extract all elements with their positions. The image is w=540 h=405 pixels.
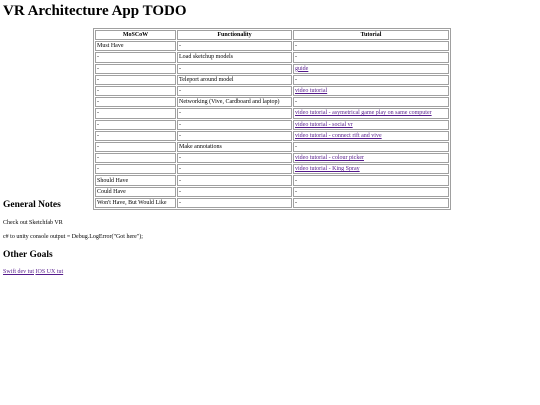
- cell-functionality: -: [177, 164, 292, 174]
- cell-moscow: -: [95, 164, 176, 174]
- cell-tutorial: -: [293, 175, 449, 185]
- note-line: c# to unity console output = Debug.LogError("Got here");: [3, 234, 143, 240]
- cell-tutorial: -: [293, 52, 449, 62]
- cell-functionality: -: [177, 108, 292, 118]
- cell-functionality: -: [177, 120, 292, 130]
- swift-dev-tut-link[interactable]: Swift dev tut: [3, 269, 34, 275]
- note-line: Check out Sketchfab VR: [3, 220, 63, 226]
- ios-ux-tut-link[interactable]: IOS UX tut: [35, 269, 64, 275]
- cell-moscow: -: [95, 153, 176, 163]
- table-body: [95, 41, 449, 208]
- column-header-moscow: MoSCoW: [95, 30, 176, 40]
- cell-moscow: Should Have: [95, 175, 176, 185]
- cell-tutorial: -: [293, 97, 449, 107]
- table-row: [95, 120, 449, 130]
- table-row: [95, 97, 449, 107]
- table-row: [95, 64, 449, 74]
- tutorial-link[interactable]: guide: [295, 65, 309, 72]
- table-row: [95, 131, 449, 141]
- cell-moscow: -: [95, 120, 176, 130]
- cell-tutorial: [293, 153, 449, 163]
- other-goals-links: [3, 269, 63, 276]
- column-header-functionality: Functionality: [177, 30, 292, 40]
- table-row: [95, 164, 449, 174]
- table-row: [95, 41, 449, 51]
- cell-functionality: -: [177, 41, 292, 51]
- cell-moscow: -: [95, 97, 176, 107]
- cell-moscow: -: [95, 86, 176, 96]
- cell-tutorial: -: [293, 75, 449, 85]
- cell-functionality: Load sketchup models: [177, 52, 292, 62]
- cell-tutorial: [293, 131, 449, 141]
- table-row: [95, 142, 449, 152]
- cell-functionality: -: [177, 175, 292, 185]
- cell-tutorial: [293, 108, 449, 118]
- cell-moscow: -: [95, 108, 176, 118]
- tutorial-link[interactable]: video tutorial: [295, 88, 328, 95]
- cell-tutorial: [293, 164, 449, 174]
- cell-moscow: Won't Have, But Would Like: [95, 198, 176, 208]
- table-row: [95, 153, 449, 163]
- cell-functionality: -: [177, 198, 292, 208]
- other-goals-heading: Other Goals: [3, 250, 53, 260]
- moscow-table-container: [93, 28, 451, 210]
- cell-moscow: -: [95, 64, 176, 74]
- cell-tutorial: -: [293, 142, 449, 152]
- table-row: [95, 86, 449, 96]
- cell-moscow: -: [95, 131, 176, 141]
- cell-tutorial: [293, 64, 449, 74]
- cell-functionality: Teleport around model: [177, 75, 292, 85]
- cell-functionality: Networking (Vive, Cardboard and laptop): [177, 97, 292, 107]
- page-title: VR Architecture App TODO: [3, 3, 187, 19]
- cell-tutorial: -: [293, 198, 449, 208]
- cell-tutorial: [293, 86, 449, 96]
- cell-functionality: -: [177, 153, 292, 163]
- tutorial-link[interactable]: video tutorial - asymetrical game play on same computer: [295, 110, 432, 117]
- table-row: [95, 75, 449, 85]
- cell-tutorial: -: [293, 187, 449, 197]
- cell-functionality: -: [177, 131, 292, 141]
- tutorial-link[interactable]: video tutorial - colour picker: [295, 155, 364, 162]
- cell-functionality: -: [177, 86, 292, 96]
- cell-tutorial: [293, 120, 449, 130]
- column-header-tutorial: Tutorial: [293, 30, 449, 40]
- table-header-row: [95, 30, 449, 40]
- moscow-table: [93, 28, 451, 210]
- cell-functionality: Make annotations: [177, 142, 292, 152]
- table-row: [95, 175, 449, 185]
- tutorial-link[interactable]: video tutorial - connect rift and vive: [295, 132, 382, 139]
- tutorial-link[interactable]: video tutorial - King Spray: [295, 166, 360, 173]
- cell-moscow: Could Have: [95, 187, 176, 197]
- general-notes-heading: General Notes: [3, 200, 61, 210]
- table-row: [95, 187, 449, 197]
- cell-tutorial: -: [293, 41, 449, 51]
- table-row: [95, 52, 449, 62]
- cell-moscow: -: [95, 52, 176, 62]
- cell-moscow: -: [95, 142, 176, 152]
- cell-moscow: -: [95, 75, 176, 85]
- cell-functionality: -: [177, 187, 292, 197]
- cell-moscow: Must Have: [95, 41, 176, 51]
- tutorial-link[interactable]: video tutorial - social vr: [295, 121, 353, 128]
- table-row: [95, 198, 449, 208]
- cell-functionality: -: [177, 64, 292, 74]
- table-row: [95, 108, 449, 118]
